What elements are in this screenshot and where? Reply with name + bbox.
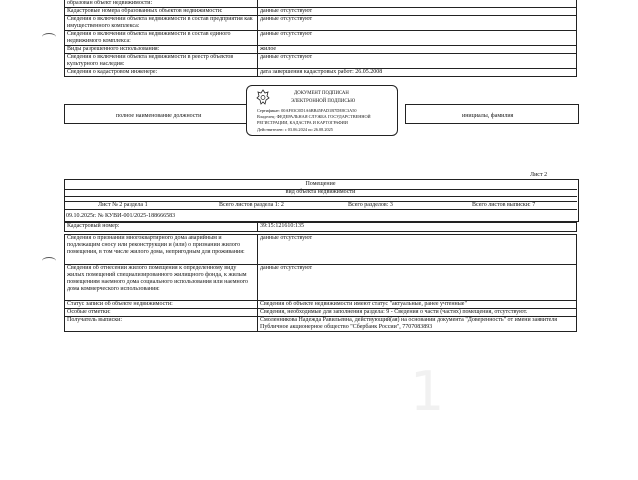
table-row: [65, 0, 577, 8]
total-sheets: Всего листов выписки: 7: [472, 202, 536, 208]
row-label: Сведения о включении объекта недвижимости в реестр объектов культурного наследия:: [65, 54, 258, 69]
row-label: Сведения о кадастровом инженере:: [65, 69, 258, 77]
top-table: [64, 0, 577, 77]
table-row: [65, 16, 577, 31]
cadastral-value: 39:15:121610:135: [258, 223, 577, 232]
page-mark-bottom: [42, 257, 56, 265]
sheets-in-section: Всего листов раздела 1: 2: [219, 202, 284, 208]
row-value: Сведения об объекте недвижимости имеют статус "актуальные, ранее учтенные": [258, 301, 577, 309]
table-row: [65, 31, 577, 46]
electronic-signature-stamp: [246, 85, 398, 136]
stamp-subheading: ЭЛЕКТРОННОЙ ПОДПИСЬЮ: [291, 99, 356, 104]
stamp-owner: Владелец: ФЕДЕРАЛЬНАЯ СЛУЖБА ГОСУДАРСТВЕННОЙ: [257, 114, 371, 119]
name-caption: инициалы, фамилия: [462, 113, 514, 119]
table-row: [65, 301, 577, 309]
table-row: [65, 317, 577, 332]
row-value: Смоленникова Надежда Равильевна, действующий(ая) на основании документа "Доверенность" от имени заявителя Публичное акционерное общество "Сбербанк России", 7707083893: [258, 317, 577, 332]
table-row: [65, 265, 577, 301]
stamp-certificate: Сертификат: 00AF03C0D1A6BB45FAD1B7DE8C3A50: [257, 108, 357, 113]
table-row: [65, 235, 577, 265]
table-row: [65, 309, 577, 317]
stamp-validity: Действителен: с 03.06.2024 по 26.08.2025: [257, 127, 333, 132]
stamp-heading: ДОКУМЕНТ ПОДПИСАН: [294, 91, 349, 96]
object-type-caption: вид объекта недвижимости: [285, 189, 356, 195]
row-value: данные отсутствуют: [258, 235, 577, 265]
divider: [64, 209, 577, 210]
stamp-owner-cont: РЕГИСТРАЦИИ, КАДАСТРА И КАРТОГРАФИИ: [257, 120, 348, 125]
row-label: Сведения о включении объекта недвижимости в состав предприятия как имущественного комплекса:: [65, 16, 258, 31]
row-label: Сведения о признании многоквартирного дома аварийным и подлежащим сносу или реконструкции и (или) о признании жилого помещения, в том числе жилого дома, непригодным для проживания:: [65, 235, 258, 265]
coat-of-arms-icon: [256, 89, 270, 107]
row-label: Сведения о включении объекта недвижимости в состав единого недвижимого комплекса:: [65, 31, 258, 46]
row-label: Получатель выписки:: [65, 317, 258, 332]
details-table: [64, 234, 577, 332]
total-sections: Всего разделов: 3: [348, 202, 393, 208]
object-type: Помещение: [305, 181, 336, 187]
statement-date-number: 09.10.2025г. № КУВИ-001/2025-188666583: [66, 213, 176, 219]
row-label: Особые отметки:: [65, 309, 258, 317]
row-label: Виды разрешенного использования:: [65, 46, 258, 54]
sheet-number: Лист 2: [530, 172, 548, 178]
row-value: данные отсутствуют: [258, 8, 577, 16]
table-row: [65, 223, 577, 232]
background-watermark: 1: [410, 360, 445, 423]
row-value: данные отсутствуют: [258, 265, 577, 301]
row-value: дата завершения кадастровых работ: 26.05.2008: [258, 69, 577, 77]
table-row: [65, 54, 577, 69]
row-label: Сведения об отнесении жилого помещения к определенному виду жилых помещений специализированного жилищного фонда, к жилым помещениям наемного дома социального использования или наемного дома коммерческого использования:: [65, 265, 258, 301]
row-label: Статус записи об объекте недвижимости:: [65, 301, 258, 309]
row-value: данные отсутствуют: [258, 16, 577, 31]
row-label: Кадастровые номера образованных объектов недвижимости:: [65, 8, 258, 16]
page-mark-top: [42, 33, 56, 41]
cadastral-label: Кадастровый номер:: [65, 223, 258, 232]
divider: [64, 196, 577, 197]
table-row: [65, 8, 577, 16]
row-value: данные отсутствуют: [258, 31, 577, 46]
row-value: жилое: [258, 46, 577, 54]
row-value: Сведения, необходимые для заполнения раздела: 9 - Сведения о части (частях) помещения, отсутствуют.: [258, 309, 577, 317]
table-row: [65, 46, 577, 54]
cadastral-table: [64, 222, 577, 232]
row-value: данные отсутствуют: [258, 54, 577, 69]
row-value: [258, 0, 577, 8]
row-label: образован объект недвижимости:: [65, 0, 258, 8]
table-row: [65, 69, 577, 77]
sheet-of-section: Лист № 2 раздела 1: [98, 202, 148, 208]
position-caption: полное наименование должности: [116, 113, 202, 119]
